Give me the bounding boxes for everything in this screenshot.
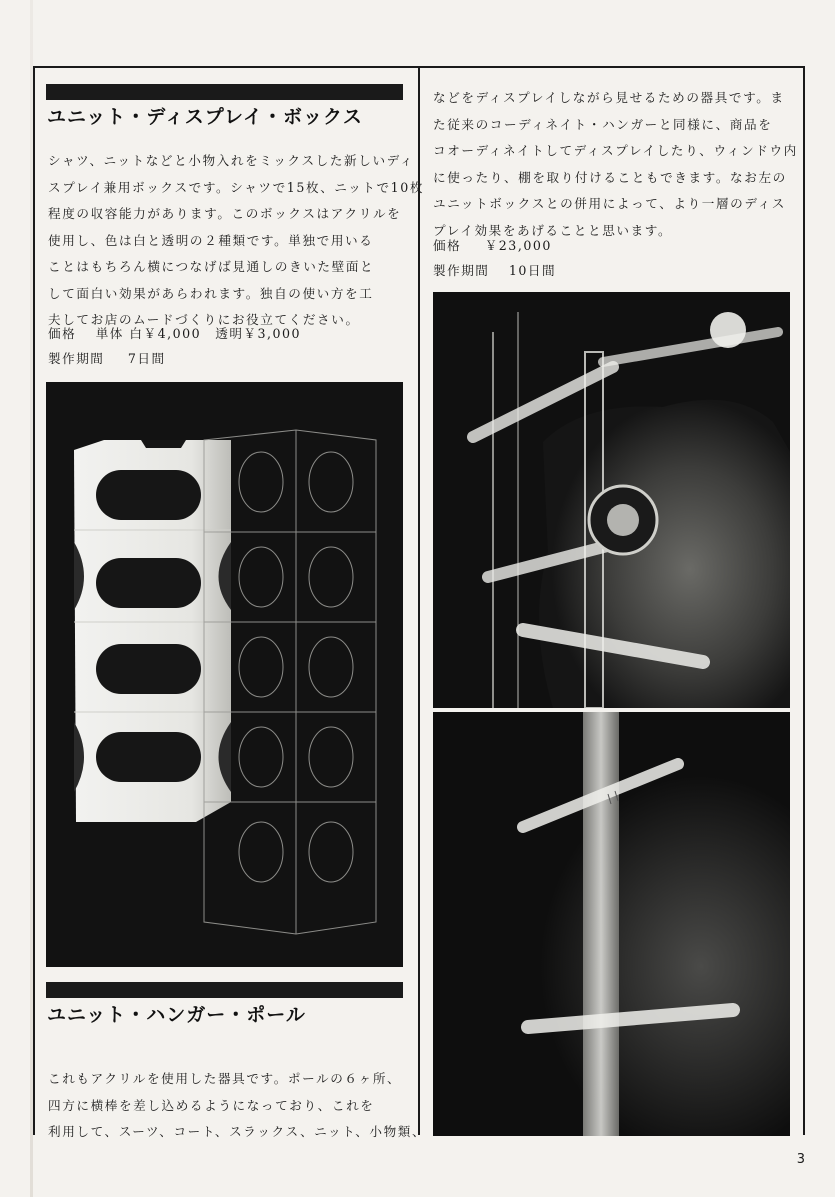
body-line: 使用し、色は白と透明の２種類です。単独で用いる: [48, 232, 374, 248]
section2-price: [433, 235, 552, 254]
price-label: 価格: [48, 326, 77, 341]
body-line: ユニットボックスとの併用によって、より一層のディス: [433, 196, 786, 211]
section2-title: ユニット・ハンガー・ポール: [47, 1004, 306, 1026]
body-line: して面白い効果があらわれます。独自の使い方を工: [48, 285, 374, 301]
section1-body: [48, 148, 424, 334]
section1-heading-bar: [46, 84, 403, 100]
section1-price: [48, 323, 301, 342]
body-line: シャツ、ニットなどと小物入れをミックスした新しいディ: [48, 153, 415, 168]
body-line: コオーディネイトしてディスプレイしたり、ウィンドウ内: [433, 143, 798, 158]
hanger-pole-photo-bottom: [433, 712, 790, 1136]
body-line: 利用して、スーツ、コート、スラックス、ニット、小物類、: [48, 1124, 427, 1139]
period-label: 製作期間: [433, 263, 490, 278]
body-line: などをディスプレイしながら見せるための器具です。ま: [433, 90, 785, 105]
body-line: プレイ効果をあげることと思います。: [433, 222, 673, 238]
section2-heading-bar: [46, 982, 403, 998]
right-column-rule: [803, 68, 805, 1135]
hanger-pole-photo-top: [433, 292, 790, 708]
body-line: に使ったり、棚を取り付けることもできます。なお左の: [433, 169, 787, 185]
section2-body-continued: [433, 85, 798, 244]
display-box-photo: [46, 382, 403, 967]
period-value: 7日間: [127, 351, 166, 366]
price-label: 価格: [433, 238, 462, 253]
price-value: 単体 白￥4,000 透明￥3,000: [95, 326, 302, 341]
period-value: 10日間: [508, 263, 557, 278]
left-column-rule: [33, 68, 35, 1135]
page-number: 3: [796, 1152, 805, 1167]
body-line: スプレイ兼用ボックスです。シャツで15枚、ニットで10枚: [48, 179, 425, 195]
body-line: 四方に横棒を差し込めるようになっており、これを: [48, 1097, 375, 1113]
price-value: ￥23,000: [484, 238, 552, 253]
section1-period: [48, 348, 166, 367]
body-line: 程度の収容能力があります。このボックスはアクリルを: [48, 206, 402, 221]
section2-body: [48, 1066, 426, 1146]
body-line: これもアクリルを使用した器具です。ポールの６ヶ所、: [48, 1071, 402, 1086]
section2-period: [433, 260, 556, 279]
body-line: 夫してお店のムードづくりにお役立てください。: [48, 312, 360, 327]
body-line: た従来のコーディネイト・ハンガーと同様に、商品を: [433, 116, 773, 132]
period-label: 製作期間: [48, 351, 105, 366]
section1-title: ユニット・ディスプレイ・ボックス: [47, 106, 363, 128]
body-line: ことはもちろん横につなげば見通しのきいた壁面と: [48, 259, 375, 274]
